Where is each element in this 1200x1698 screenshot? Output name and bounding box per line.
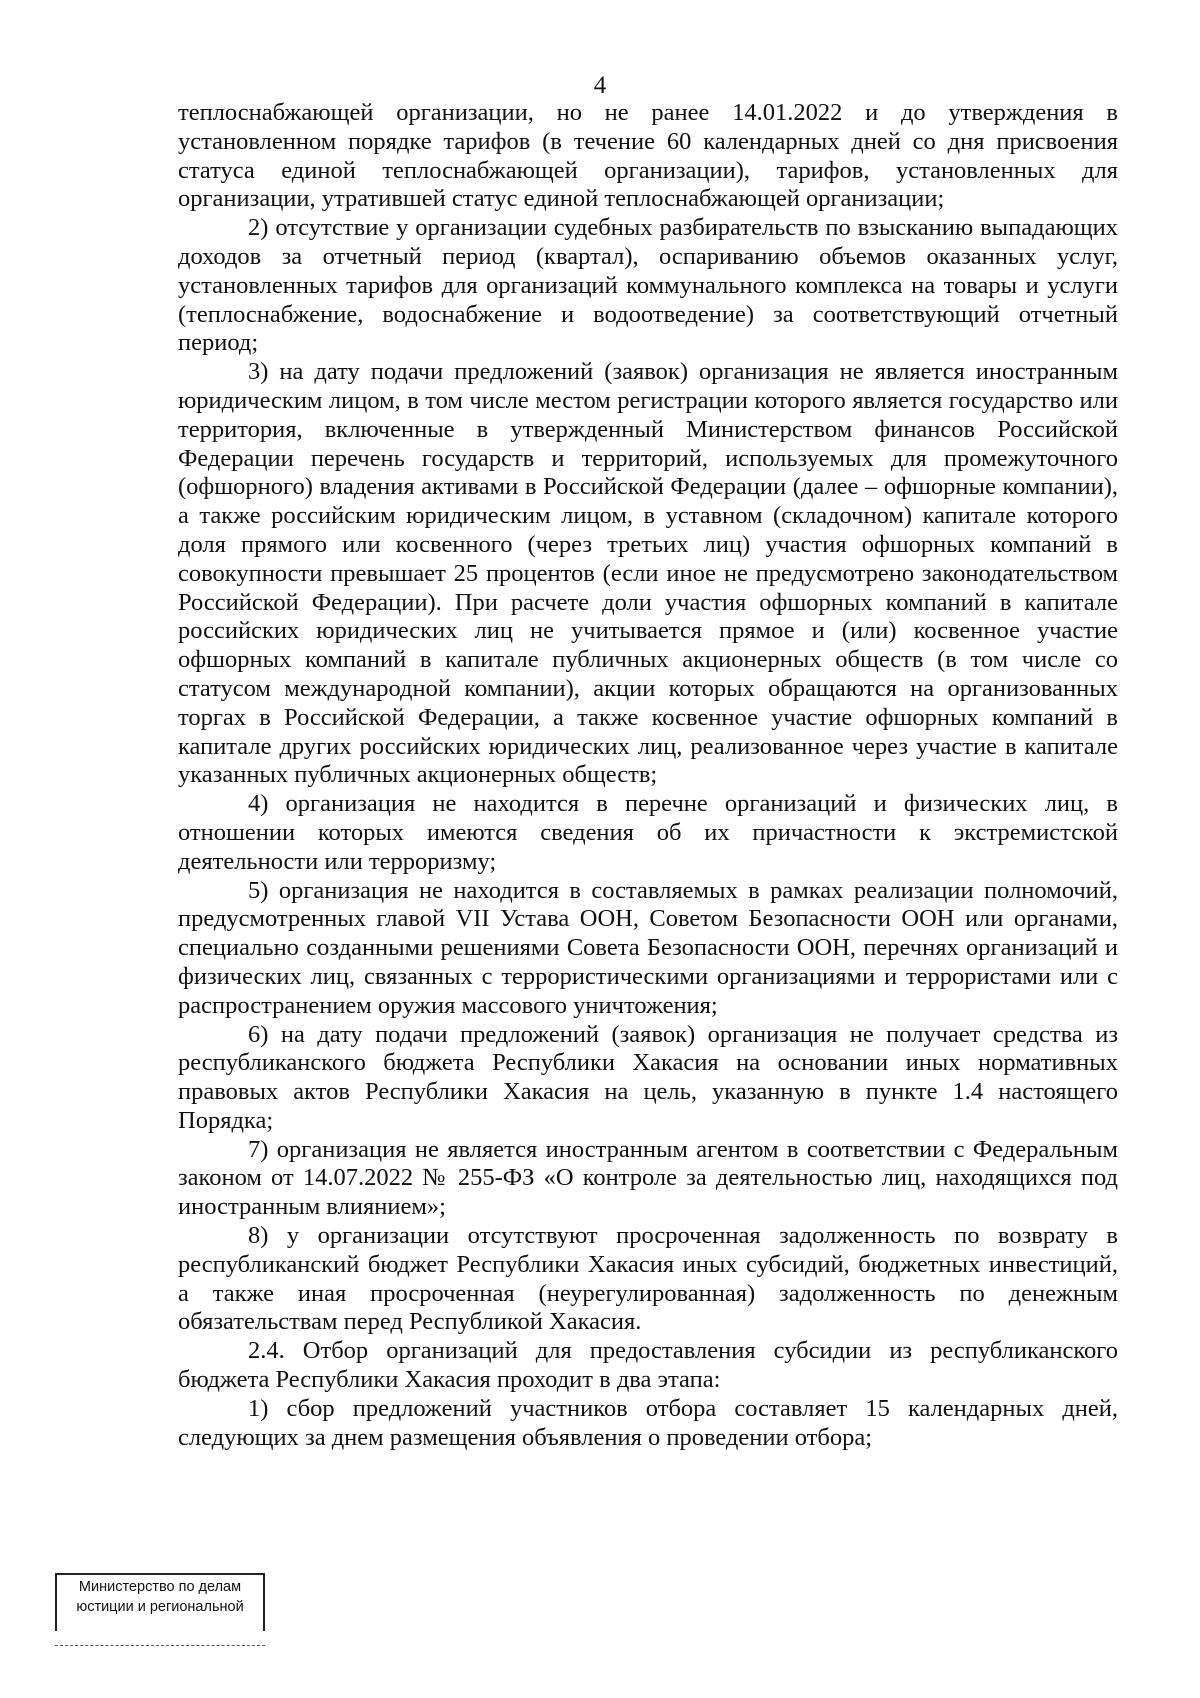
stamp-line-1: Министерство по делам xyxy=(78,1579,242,1595)
paragraph-item-7: 7) организация не является иностранным агентом в соответствии с Федеральным законом от 14.07.2022 № 255-ФЗ «О контроле за деятельностью лиц, находящихся под иностранным влиянием»; xyxy=(178,1135,1118,1221)
paragraph-section-2-4: 2.4. Отбор организаций для предоставления субсидии из республиканского бюджета Республики Хакасия проходит в два этапа: xyxy=(178,1337,1118,1394)
document-body xyxy=(178,99,1118,1452)
paragraph-item-8: 8) у организации отсутствуют просроченная задолженность по возврату в республиканский бюджет Республики Хакасия иных субсидий, бюджетных инвестиций, а также иная просроченная (неурегулированная) задолженность по денежным обязательствам перед Республикой Хакасия. xyxy=(178,1222,1118,1336)
paragraph-item-4: 4) организация не находится в перечне организаций и физических лиц, в отношении которых имеются сведения об их причастности к экстремистской деятельности или терроризму; xyxy=(178,790,1118,875)
paragraph-stage-1: 1) сбор предложений участников отбора составляет 15 календарных дней, следующих за днем размещения объявления о проведении отбора; xyxy=(178,1394,1118,1451)
ministry-stamp xyxy=(55,1573,265,1631)
page-number: 4 xyxy=(593,72,607,99)
paragraph-item-5: 5) организация не находится в составляемых в рамках реализации полномочий, предусмотренных главой VII Устава ООН, Советом Безопасности ООН или органами, специально созданными решениями Совета Безопасности ООН, перечнях организаций и физических лиц, связанных с террористическими организациями и террористами или с распространением оружия массового уничтожения; xyxy=(178,876,1118,1019)
paragraph-item-2: 2) отсутствие у организации судебных разбирательств по взысканию выпадающих доходов за отчетный период (квартал), оспариванию объемов оказанных услуг, установленных тарифов для организаций коммунального комплекса на товары и услуги (теплоснабжение, водоснабжение и водоотведение) за соответствующий отчетный период; xyxy=(178,214,1118,357)
paragraph-continuation: теплоснабжающей организации, но не ранее 14.01.2022 и до утверждения в установленном порядке тарифов (в течение 60 календарных дней со дня присвоения статуса единой теплоснабжающей организации), тарифов, установленных для организации, утратившей статус единой теплоснабжающей организации; xyxy=(178,99,1118,213)
stamp-line-2: юстиции и региональной xyxy=(76,1599,244,1615)
paragraph-item-6: 6) на дату подачи предложений (заявок) организация не получает средства из республиканского бюджета Республики Хакасия на основании иных нормативных правовых актов Республики Хакасия на цель, указанную в пункте 1.4 настоящего Порядка; xyxy=(178,1020,1118,1134)
stamp-divider xyxy=(55,1645,265,1646)
paragraph-item-3: 3) на дату подачи предложений (заявок) организация не является иностранным юридическим лицом, в том числе местом регистрации которого является государство или территория, включенные в утвержденный Министерством финансов Российской Федерации перечень государств и территорий, используемых для промежуточного (офшорного) владения активами в Российской Федерации (далее – офшорные компании), а также российским юридическим лицом, в уставном (складочном) капитале которого доля прямого или косвенного (через третьих лиц) участия офшорных компаний в совокупности превышает 25 процентов (если иное не предусмотрено законодательством Российской Федерации). При расчете доли участия офшорных компаний в капитале российских юридических лиц не учитывается прямое и (или) косвенное участие офшорных компаний в капитале публичных акционерных обществ (в том числе со статусом международной компании), акции которых обращаются на организованных торгах в Российской Федерации, а также косвенное участие офшорных компаний в капитале других российских юридических лиц, реализованное через участие в капитале указанных публичных акционерных обществ; xyxy=(178,358,1118,789)
